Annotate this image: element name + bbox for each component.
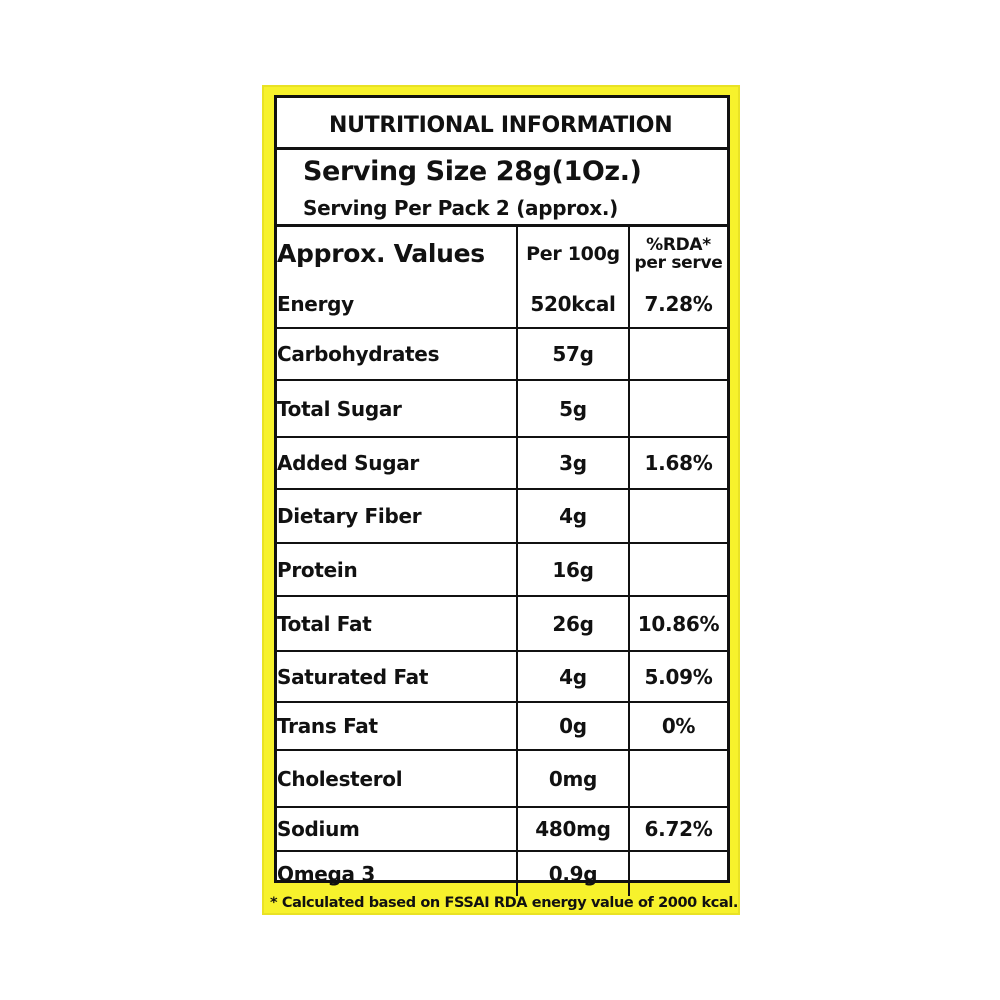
nutrient-per100: 4g	[517, 489, 629, 543]
column-header-per100: Per 100g	[517, 227, 629, 280]
table-row	[277, 280, 727, 328]
nutrition-table	[277, 227, 727, 896]
table-row	[277, 489, 727, 543]
nutrient-rda: 0%	[629, 702, 727, 750]
nutrient-name: Carbohydrates	[277, 328, 517, 380]
nutrient-rda	[629, 851, 727, 896]
table-row	[277, 851, 727, 896]
nutrient-per100: 57g	[517, 328, 629, 380]
nutrient-rda	[629, 750, 727, 807]
nutrient-rda	[629, 489, 727, 543]
table-row	[277, 437, 727, 489]
nutrient-rda: 6.72%	[629, 807, 727, 851]
table-row	[277, 702, 727, 750]
table-row	[277, 328, 727, 380]
nutrient-name: Energy	[277, 280, 517, 328]
nutrient-name: Total Sugar	[277, 380, 517, 437]
nutrient-rda	[629, 380, 727, 437]
footnote: * Calculated based on FSSAI RDA energy value of 2000 kcal.	[270, 895, 739, 911]
nutrient-name: Sodium	[277, 807, 517, 851]
nutrient-name: Saturated Fat	[277, 651, 517, 702]
table-row	[277, 651, 727, 702]
table-row	[277, 750, 727, 807]
nutrient-per100: 4g	[517, 651, 629, 702]
nutrition-title: NUTRITIONAL INFORMATION	[277, 98, 727, 150]
table-row	[277, 596, 727, 651]
nutrient-name: Added Sugar	[277, 437, 517, 489]
nutrient-per100: 0mg	[517, 750, 629, 807]
nutrient-rda	[629, 328, 727, 380]
rda-header-line2: per serve	[634, 252, 723, 273]
column-header-name: Approx. Values	[277, 227, 517, 280]
nutrient-per100: 5g	[517, 380, 629, 437]
table-row	[277, 807, 727, 851]
nutrient-per100: 0g	[517, 702, 629, 750]
nutrient-name: Dietary Fiber	[277, 489, 517, 543]
nutrient-per100: 16g	[517, 543, 629, 596]
nutrient-name: Omega 3	[277, 851, 517, 896]
nutrient-name: Total Fat	[277, 596, 517, 651]
servings-per-pack: Serving Per Pack 2 (approx.)	[303, 196, 619, 220]
nutrient-rda: 10.86%	[629, 596, 727, 651]
nutrition-label	[262, 85, 740, 915]
serving-size: Serving Size 28g(1Oz.)	[303, 156, 642, 187]
nutrient-rda	[629, 543, 727, 596]
nutrient-rda: 1.68%	[629, 437, 727, 489]
nutrient-name: Cholesterol	[277, 750, 517, 807]
nutrient-per100: 0.9g	[517, 851, 629, 896]
serving-info	[277, 150, 727, 227]
nutrient-name: Trans Fat	[277, 702, 517, 750]
nutrient-per100: 520kcal	[517, 280, 629, 328]
nutrition-panel	[274, 95, 730, 886]
nutrient-rda: 7.28%	[629, 280, 727, 328]
nutrient-rda: 5.09%	[629, 651, 727, 702]
nutrient-per100: 3g	[517, 437, 629, 489]
nutrient-name: Protein	[277, 543, 517, 596]
table-header-row	[277, 227, 727, 280]
table-row	[277, 380, 727, 437]
nutrient-per100: 480mg	[517, 807, 629, 851]
column-header-rda	[629, 227, 727, 280]
nutrient-per100: 26g	[517, 596, 629, 651]
nutrition-rows	[277, 280, 727, 896]
table-row	[277, 543, 727, 596]
rda-header-line1: %RDA*	[646, 234, 711, 255]
